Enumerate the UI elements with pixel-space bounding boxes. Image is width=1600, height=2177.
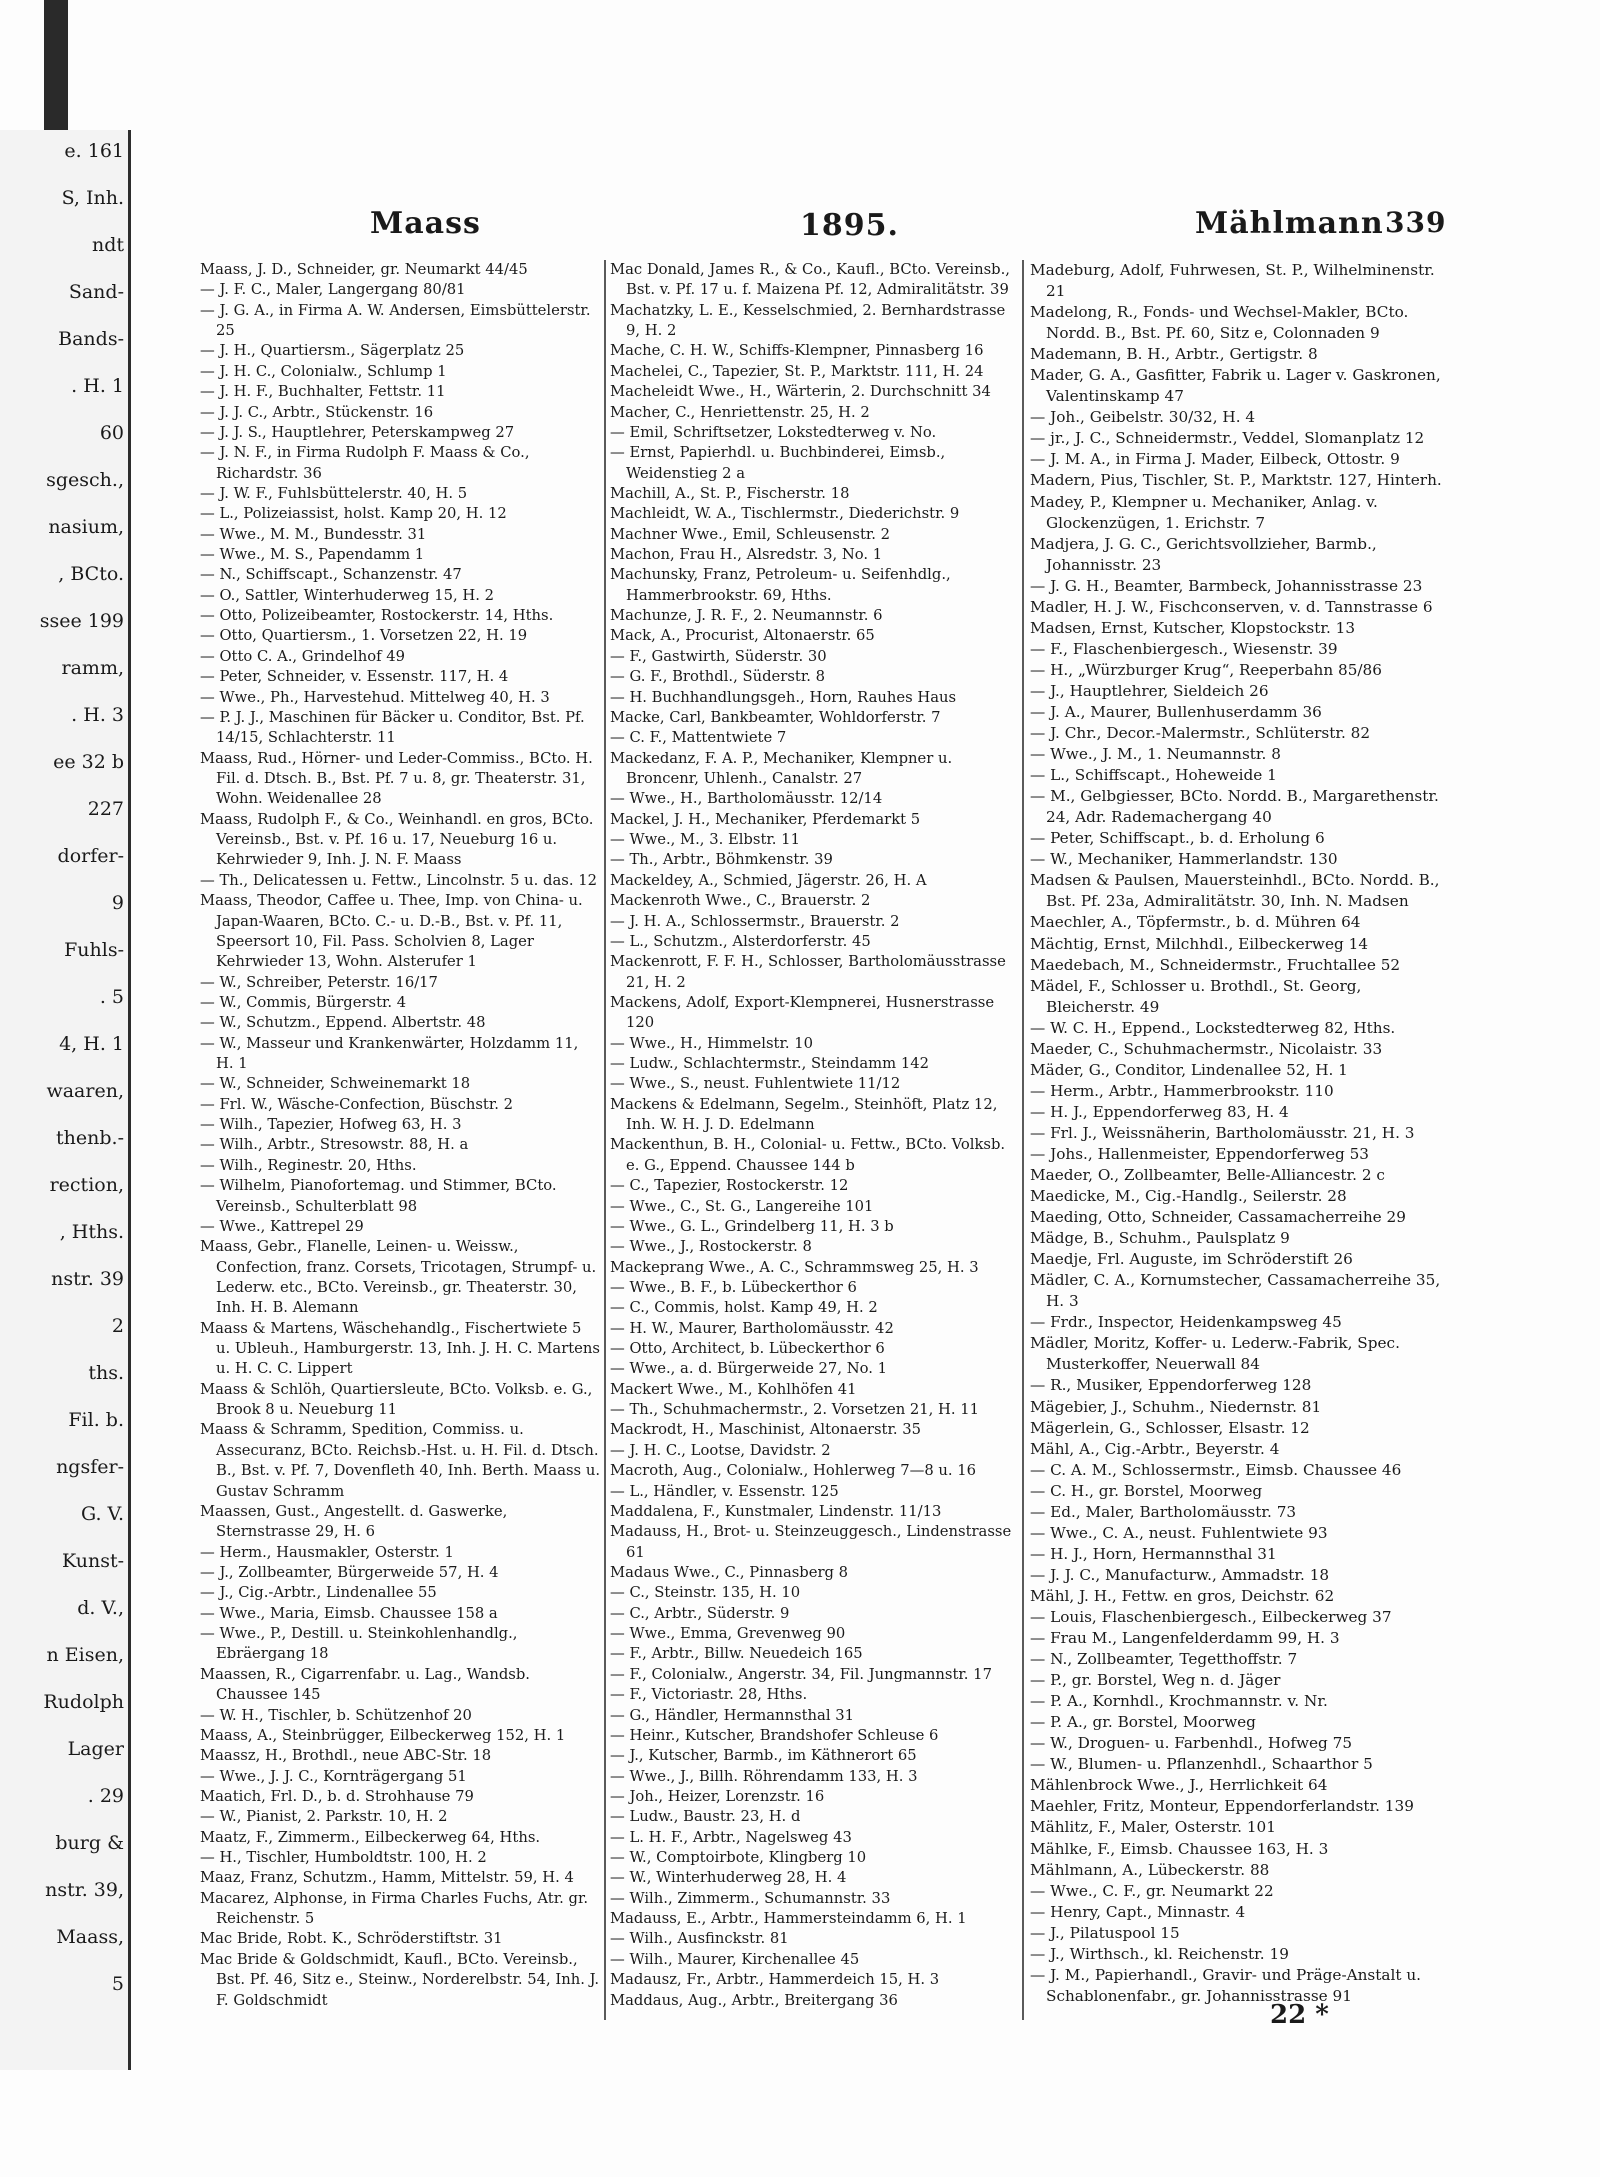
directory-entry: — J., Cig.-Arbtr., Lindenallee 55 (200, 1584, 437, 1602)
directory-entry: — J. M. A., in Firma J. Mader, Eilbeck, Ottostr. 9 (1030, 450, 1400, 469)
directory-entry: Mählitz, F., Maler, Osterstr. 101 (1030, 1818, 1276, 1837)
directory-entry: — L. H. F., Arbtr., Nagelsweg 43 (610, 1828, 852, 1846)
directory-entry: Maassz, H., Brothdl., neue ABC-Str. 18 (200, 1747, 492, 1765)
directory-entry: Mäder, G., Conditor, Lindenallee 52, H. 1 (1030, 1060, 1348, 1079)
directory-entry: Maass, Gebr., Flanelle, Leinen- u. Weissw., Confection, franz. Corsets, Tricotagen, Strumpf- u. Lederw. etc., BCto. Vereinsb., gr. Theaterstr. 30, Inh. H. B. Alemann (200, 1238, 597, 1317)
directory-entry: Maeder, O., Zollbeamter, Belle-Alliancestr. 2 c (1030, 1166, 1385, 1185)
directory-entry: — C. H., gr. Borstel, Moorweg (1030, 1481, 1263, 1500)
adjacent-page-fragment: Fuhls- (64, 939, 124, 961)
directory-entry: — O., Sattler, Winterhuderweg 15, H. 2 (200, 586, 495, 604)
directory-entry: Maatich, Frl. D., b. d. Strohhause 79 (200, 1787, 474, 1805)
directory-entry: — Wwe., B. F., b. Lübeckerthor 6 (610, 1278, 857, 1296)
signature-mark: 22 * (1270, 2000, 1329, 2030)
adjacent-page-fragment: dorfer- (57, 845, 124, 867)
directory-entry: Mählenbrock Wwe., J., Herrlichkeit 64 (1030, 1776, 1328, 1795)
adjacent-page-fragment: Sand- (68, 281, 124, 303)
directory-entry: — Wwe., M. S., Papendamm 1 (200, 546, 425, 564)
adjacent-page-fragment: rection, (49, 1174, 124, 1196)
directory-entry: — W., Blumen- u. Pflanzenhdl., Schaarthor 5 (1030, 1755, 1373, 1774)
adjacent-page-fragment: Bands- (58, 328, 124, 350)
directory-entry: — H. W., Maurer, Bartholomäusstr. 42 (610, 1319, 894, 1337)
directory-entry: Madey, P., Klempner u. Mechaniker, Anlag. v. Glockenzügen, 1. Erichstr. 7 (1030, 492, 1378, 532)
directory-entry: Machill, A., St. P., Fischerstr. 18 (610, 484, 850, 502)
directory-entry: Maassen, Gust., Angestellt. d. Gaswerke, Sternstrasse 29, H. 6 (200, 1502, 508, 1541)
directory-entry: Mächtig, Ernst, Milchhdl., Eilbeckerweg 14 (1030, 934, 1369, 953)
directory-entry: Machunsky, Franz, Petroleum- u. Seifenhdlg., Hammerbrookstr. 69, Hths. (610, 566, 951, 604)
directory-entry: Maechler, A., Töpfermstr., b. d. Mühren 64 (1030, 913, 1361, 932)
directory-entry: — Wwe., a. d. Bürgerweide 27, No. 1 (610, 1360, 887, 1378)
directory-entry: Machelei, C., Tapezier, St. P., Marktstr. 111, H. 24 (610, 362, 984, 380)
directory-entry: — N., Schiffscapt., Schanzenstr. 47 (200, 566, 462, 584)
column-3 (1030, 260, 1455, 2040)
directory-entry: Mähl, J. H., Fettw. en gros, Deichstr. 62 (1030, 1586, 1335, 1605)
directory-entry: — Otto, Quartiersm., 1. Vorsetzen 22, H. 19 (200, 627, 528, 645)
directory-entry: — W., Winterhuderweg 28, H. 4 (610, 1869, 847, 1887)
directory-entry: — R., Musiker, Eppendorferweg 128 (1030, 1376, 1312, 1395)
directory-entry: — Wwe., C. A., neust. Fuhlentwiete 93 (1030, 1523, 1328, 1542)
directory-entry: — F., Flaschenbiergesch., Wiesenstr. 39 (1030, 639, 1338, 658)
directory-entry: Macke, Carl, Bankbeamter, Wohldorferstr. 7 (610, 708, 941, 726)
directory-entry: — J. J. C., Arbtr., Stückenstr. 16 (200, 403, 434, 421)
directory-entry: — Joh., Heizer, Lorenzstr. 16 (610, 1787, 825, 1805)
adjacent-page-fragment: sgesch., (46, 469, 124, 491)
adjacent-page-fragment: 2 (111, 1315, 124, 1337)
directory-entry: — J., Zollbeamter, Bürgerweide 57, H. 4 (200, 1564, 499, 1581)
directory-entry: — W., Droguen- u. Farbenhdl., Hofweg 75 (1030, 1734, 1353, 1753)
directory-entry: Mackeldey, A., Schmied, Jägerstr. 26, H. A (610, 871, 927, 889)
directory-entry: Maedje, Frl. Auguste, im Schröderstift 26 (1030, 1250, 1353, 1269)
directory-entry: Madelong, R., Fonds- und Wechsel-Makler, BCto. Nordd. B., Bst. Pf. 60, Sitz e, Colonnaden 9 (1030, 303, 1409, 343)
directory-entry: Mademann, B. H., Arbtr., Gertigstr. 8 (1030, 345, 1318, 364)
directory-entry: — J., Pilatuspool 15 (1030, 1923, 1180, 1942)
directory-entry: — G. F., Brothdl., Süderstr. 8 (610, 668, 826, 686)
directory-entry: — Wwe., Ph., Harvestehud. Mittelweg 40, H. 3 (200, 688, 550, 706)
directory-entry: Machner Wwe., Emil, Schleusenstr. 2 (610, 525, 891, 543)
directory-entry: — Frdr., Inspector, Heidenkampsweg 45 (1030, 1313, 1342, 1332)
directory-entry: Mackert Wwe., M., Kohlhöfen 41 (610, 1380, 857, 1398)
directory-entry: Mädge, B., Schuhm., Paulsplatz 9 (1030, 1229, 1290, 1248)
directory-entry: Mackedanz, F. A. P., Mechaniker, Klempner u. Broncenr, Uhlenh., Canalstr. 27 (610, 749, 953, 787)
directory-entry: Mägerlein, G., Schlosser, Elsastr. 12 (1030, 1418, 1310, 1437)
adjacent-page-fragment: Rudolph (43, 1691, 124, 1713)
directory-entry: — Wwe., J. M., 1. Neumannstr. 8 (1030, 745, 1281, 764)
directory-entry: Macroth, Aug., Colonialw., Hohlerweg 7—8 u. 16 (610, 1462, 977, 1480)
directory-entry: — Joh., Geibelstr. 30/32, H. 4 (1030, 408, 1256, 427)
directory-entry: — Frl. J., Weissnäherin, Bartholomäusstr. 21, H. 3 (1030, 1123, 1415, 1142)
directory-entry: — C., Tapezier, Rostockerstr. 12 (610, 1177, 849, 1195)
directory-entry: Mackeprang Wwe., A. C., Schrammsweg 25, H. 3 (610, 1258, 979, 1276)
directory-entry: — Henry, Capt., Minnastr. 4 (1030, 1902, 1246, 1921)
directory-entry: — H., Tischler, Humboldtstr. 100, H. 2 (200, 1849, 487, 1867)
directory-entry: — Wilh., Maurer, Kirchenallee 45 (610, 1950, 860, 1968)
directory-entry: — Peter, Schneider, v. Essenstr. 117, H. 4 (200, 668, 509, 686)
directory-entry: Machon, Frau H., Alsredstr. 3, No. 1 (610, 546, 883, 564)
directory-entry: — Wwe., Kattrepel 29 (200, 1217, 364, 1235)
directory-entry: — J. H. C., Lootse, Davidstr. 2 (610, 1441, 831, 1459)
directory-entry: — J. W. F., Fuhlsbüttelerstr. 40, H. 5 (200, 484, 468, 502)
directory-entry: — C., Commis, holst. Kamp 49, H. 2 (610, 1299, 878, 1317)
adjacent-page-fragment: ramm, (61, 657, 124, 679)
directory-entry: — Th., Arbtr., Böhmkenstr. 39 (610, 851, 833, 869)
directory-entry: — Louis, Flaschenbiergesch., Eilbeckerweg 37 (1030, 1608, 1392, 1626)
directory-entry: — Wwe., J., Billh. Röhrendamm 133, H. 3 (610, 1767, 918, 1785)
adjacent-page-fragment: . 5 (99, 986, 124, 1008)
directory-entry: — P. J. J., Maschinen für Bäcker u. Conditor, Bst. Pf. 14/15, Schlachterstr. 11 (200, 708, 585, 747)
column-2 (610, 260, 1015, 2040)
directory-entry: — J. H. C., Colonialw., Schlump 1 (200, 362, 447, 380)
directory-entry: — W., Mechaniker, Hammerlandstr. 130 (1030, 850, 1338, 869)
directory-entry: — J. Chr., Decor.-Malermstr., Schlüterstr. 82 (1030, 724, 1371, 743)
directory-entry: Maddalena, F., Kunstmaler, Lindenstr. 11/13 (610, 1502, 942, 1520)
directory-entry: — J., Wirthsch., kl. Reichenstr. 19 (1030, 1944, 1289, 1963)
directory-entry: — Wwe., G. L., Grindelberg 11, H. 3 b (610, 1217, 894, 1235)
directory-entry: Machleidt, W. A., Tischlermstr., Diederichstr. 9 (610, 505, 960, 523)
directory-entry: — Wwe., S., neust. Fuhlentwiete 11/12 (610, 1075, 901, 1093)
header-first-name: Maass (370, 206, 481, 241)
directory-page (140, 120, 1570, 2100)
directory-entry: Mählmann, A., Lübeckerstr. 88 (1030, 1860, 1270, 1879)
directory-entry: Maass & Schramm, Spedition, Commiss. u. Assecuranz, BCto. Reichsb.-Hst. u. H. Fil. d. Dtsch. B., Bst. v. Pf. 7, Dovenfleth 40, Inh. Berth. Maass u. Gustav Schramm (200, 1421, 600, 1500)
adjacent-page-fragment: burg & (55, 1832, 124, 1854)
directory-entry: Maddaus, Aug., Arbtr., Breitergang 36 (610, 1991, 898, 2009)
directory-entry: — J. H., Quartiersm., Sägerplatz 25 (200, 342, 465, 360)
directory-entry: — J. H. F., Buchhalter, Fettstr. 11 (200, 383, 446, 401)
directory-entry: — Th., Delicatessen u. Fettw., Lincolnstr. 5 u. das. 12 (200, 871, 598, 889)
header-last-name: Mählmann (1195, 206, 1384, 241)
directory-entry: Mac Bride & Goldschmidt, Kaufl., BCto. Vereinsb., Bst. Pf. 46, Sitz e., Steinw., Norderelbstr. 54, Inh. J. F. Goldschmidt (200, 1950, 600, 2009)
directory-entry: Maeder, C., Schuhmachermstr., Nicolaistr. 33 (1030, 1039, 1383, 1058)
adjacent-page-fragment: ths. (88, 1362, 124, 1384)
directory-entry: Madern, Pius, Tischler, St. P., Marktstr. 127, Hinterh. (1030, 471, 1442, 490)
adjacent-page-fragment: Lager (67, 1738, 124, 1760)
directory-entry: Madsen & Paulsen, Mauersteinhdl., BCto. Nordd. B., Bst. Pf. 23a, Admiralitätstr. 30, Inh. N. Madsen (1030, 871, 1440, 911)
directory-entry: — J. J. C., Manufacturw., Ammadstr. 18 (1030, 1565, 1330, 1584)
directory-entry: — F., Gastwirth, Süderstr. 30 (610, 647, 827, 665)
directory-entry: — Herm., Hausmakler, Osterstr. 1 (200, 1543, 454, 1561)
adjacent-page-fragment: G. V. (80, 1503, 124, 1525)
adjacent-page-fragment: . H. 1 (71, 375, 124, 397)
adjacent-page-fragment: S, Inh. (61, 187, 124, 209)
adjacent-page-fragment: Kunst- (61, 1550, 124, 1572)
adjacent-page-fragment: 9 (111, 892, 124, 914)
adjacent-page-fragment: , Hths. (59, 1221, 124, 1243)
directory-entry: — J. M., Papierhandl., Gravir- und Präge-Anstalt u. Schablonenfabr., gr. Johannisstrasse 91 (1030, 1965, 1422, 2005)
directory-entry: — Wwe., Maria, Eimsb. Chaussee 158 a (200, 1604, 498, 1622)
directory-entry: — H., „Würzburger Krug“, Reeperbahn 85/86 (1030, 660, 1382, 679)
adjacent-page-fragment: 60 (99, 422, 124, 444)
adjacent-page-fragment: nstr. 39 (51, 1268, 124, 1290)
directory-entry: — W. H., Tischler, b. Schützenhof 20 (200, 1706, 472, 1724)
directory-entry: Mägebier, J., Schuhm., Niedernstr. 81 (1030, 1397, 1322, 1416)
directory-entry: — Wilh., Arbtr., Stresowstr. 88, H. a (200, 1136, 469, 1154)
directory-entry: — Ed., Maler, Bartholomäusstr. 73 (1030, 1502, 1297, 1521)
column-divider (1022, 260, 1024, 2020)
directory-entry: — J. F. C., Maler, Langergang 80/81 (200, 281, 466, 299)
directory-entry: Mackenroth Wwe., C., Brauerstr. 2 (610, 892, 871, 910)
adjacent-page-fragment: , BCto. (58, 563, 124, 585)
directory-entry: Madeburg, Adolf, Fuhrwesen, St. P., Wilhelminenstr. 21 (1030, 261, 1435, 301)
directory-entry: — G., Händler, Hermannsthal 31 (610, 1706, 855, 1724)
column-1 (200, 260, 600, 2040)
directory-entry: — J. G. A., in Firma A. W. Andersen, Eimsbüttelerstr. 25 (200, 301, 591, 340)
directory-entry: Mädler, C. A., Kornumstecher, Cassamacherreihe 35, H. 3 (1030, 1271, 1441, 1311)
directory-entry: — W., Masseur und Krankenwärter, Holzdamm 11, H. 1 (200, 1034, 579, 1073)
adjacent-page-fragment: nstr. 39, (45, 1879, 124, 1901)
directory-entry: — Frau M., Langenfelderdamm 99, H. 3 (1030, 1629, 1340, 1648)
directory-entry: — Heinr., Kutscher, Brandshofer Schleuse 6 (610, 1726, 939, 1744)
directory-entry: — W., Pianist, 2. Parkstr. 10, H. 2 (200, 1808, 448, 1826)
directory-entry: Mähl, A., Cig.-Arbtr., Beyerstr. 4 (1030, 1439, 1280, 1458)
directory-entry: Machunze, J. R. F., 2. Neumannstr. 6 (610, 607, 883, 625)
column-divider (604, 260, 606, 2020)
directory-entry: Maeding, Otto, Schneider, Cassamacherreihe 29 (1030, 1208, 1406, 1227)
directory-entry: — P. A., Kornhdl., Krochmannstr. v. Nr. (1030, 1692, 1328, 1711)
directory-entry: — J. G. H., Beamter, Barmbeck, Johannisstrasse 23 (1030, 576, 1423, 595)
directory-entry: — C. A. M., Schlossermstr., Eimsb. Chaussee 46 (1030, 1460, 1402, 1479)
directory-entry: — Wilhelm, Pianofortemag. und Stimmer, BCto. Vereinsb., Schulterblatt 98 (200, 1177, 557, 1215)
directory-entry: — H. J., Eppendorferweg 83, H. 4 (1030, 1102, 1289, 1121)
directory-entry: Mack, A., Procurist, Altonaerstr. 65 (610, 627, 875, 645)
directory-entry: — J., Hauptlehrer, Sieldeich 26 (1030, 681, 1269, 700)
directory-entry: — F., Colonialw., Angerstr. 34, Fil. Jungmannstr. 17 (610, 1665, 992, 1683)
directory-entry: Mackrodt, H., Maschinist, Altonaerstr. 35 (610, 1421, 922, 1439)
adjacent-page-fragment: ngsfer- (56, 1456, 124, 1478)
directory-entry: — Wwe., J., Rostockerstr. 8 (610, 1238, 812, 1256)
directory-entry: — J. N. F., in Firma Rudolph F. Maass & Co., Richardstr. 36 (200, 444, 530, 482)
adjacent-page-fragment: Fil. b. (68, 1409, 124, 1431)
adjacent-page-edge (0, 130, 131, 2070)
adjacent-page-fragment: n Eisen, (46, 1644, 124, 1666)
directory-entry: Maaz, Franz, Schutzm., Hamm, Mittelstr. 59, H. 4 (200, 1869, 574, 1887)
directory-entry: — L., Händler, v. Essenstr. 125 (610, 1482, 839, 1500)
directory-entry: — F., Arbtr., Billw. Neuedeich 165 (610, 1645, 863, 1663)
directory-entry: — Ludw., Baustr. 23, H. d (610, 1808, 801, 1826)
adjacent-page-fragment: waaren, (46, 1080, 124, 1102)
directory-entry: Madauss, H., Brot- u. Steinzeuggesch., Lindenstrasse 61 (610, 1523, 1012, 1561)
directory-entry: — F., Victoriastr. 28, Hths. (610, 1686, 808, 1704)
directory-entry: Macher, C., Henriettenstr. 25, H. 2 (610, 403, 870, 421)
adjacent-page-fragment: d. V., (77, 1597, 124, 1619)
directory-entry: — Ernst, Papierhdl. u. Buchbinderei, Eimsb., Weidenstieg 2 a (610, 444, 946, 482)
adjacent-page-fragment: Maass, (56, 1926, 124, 1948)
directory-entry: — W. C. H., Eppend., Lockstedterweg 82, Hths. (1030, 1018, 1396, 1037)
directory-entry: Mackenthun, B. H., Colonial- u. Fettw., BCto. Volksb. e. G., Eppend. Chaussee 144 b (610, 1136, 1006, 1174)
directory-entry: — P. A., gr. Borstel, Moorweg (1030, 1713, 1256, 1732)
directory-entry: — W., Schneider, Schweinemarkt 18 (200, 1075, 471, 1093)
directory-entry: — Wwe., P., Destill. u. Steinkohlenhandlg., Ebräergang 18 (200, 1625, 518, 1663)
directory-entry: — L., Schiffscapt., Hoheweide 1 (1030, 766, 1277, 785)
directory-entry: — W., Schutzm., Eppend. Albertstr. 48 (200, 1014, 486, 1032)
directory-entry: — W., Commis, Bürgerstr. 4 (200, 993, 407, 1011)
directory-entry: — N., Zollbeamter, Tegetthoffstr. 7 (1030, 1650, 1298, 1669)
directory-entry: Mader, G. A., Gasfitter, Fabrik u. Lager v. Gaskronen, Valentinskamp 47 (1030, 366, 1441, 406)
directory-entry: — Th., Schuhmachermstr., 2. Vorsetzen 21, H. 11 (610, 1401, 980, 1419)
directory-entry: Mackel, J. H., Mechaniker, Pferdemarkt 5 (610, 810, 921, 828)
directory-entry: Macheleidt Wwe., H., Wärterin, 2. Durchschnitt 34 (610, 383, 991, 401)
directory-entry: — Wwe., H., Himmelstr. 10 (610, 1034, 814, 1052)
adjacent-page-fragment: 4, H. 1 (59, 1033, 124, 1055)
directory-entry: — Wwe., Emma, Grevenweg 90 (610, 1625, 846, 1643)
directory-entry: — Otto, Architect, b. Lübeckerthor 6 (610, 1340, 885, 1358)
directory-entry: — Wwe., M., 3. Elbstr. 11 (610, 831, 800, 849)
directory-entry: Maedebach, M., Schneidermstr., Fruchtallee 52 (1030, 955, 1401, 974)
header-year: 1895. (800, 208, 899, 243)
directory-entry: — Wilh., Tapezier, Hofweg 63, H. 3 (200, 1116, 462, 1134)
directory-entry: — C., Arbtr., Süderstr. 9 (610, 1604, 790, 1622)
directory-entry: Maass, A., Steinbrügger, Eilbeckerweg 152, H. 1 (200, 1726, 566, 1744)
directory-entry: Mackenrott, F. F. H., Schlosser, Bartholomäusstrasse 21, H. 2 (610, 953, 1006, 991)
adjacent-page-fragment: . 29 (87, 1785, 124, 1807)
adjacent-page-fragment: nasium, (48, 516, 124, 538)
adjacent-page-fragment: 227 (87, 798, 124, 820)
directory-entry: — Ludw., Schlachtermstr., Steindamm 142 (610, 1055, 929, 1073)
directory-entry: — M., Gelbgiesser, BCto. Nordd. B., Margarethenstr. 24, Adr. Rademachergang 40 (1030, 787, 1439, 827)
running-header (140, 200, 1570, 250)
directory-entry: — J., Kutscher, Barmb., im Käthnerort 65 (610, 1747, 917, 1765)
directory-entry: — Peter, Schiffscapt., b. d. Erholung 6 (1030, 829, 1325, 848)
directory-entry: Maass & Martens, Wäschehandlg., Fischertwiete 5 u. Ubleuh., Hamburgerstr. 13, Inh. J. H. C. Martens u. H. C. C. Lippert (200, 1319, 600, 1378)
directory-entry: — Johs., Hallenmeister, Eppendorferweg 53 (1030, 1144, 1370, 1163)
directory-entry: Mache, C. H. W., Schiffs-Klempner, Pinnasberg 16 (610, 342, 984, 360)
directory-entry: — L., Polizeiassist, holst. Kamp 20, H. 12 (200, 505, 507, 523)
directory-entry: Madauss, E., Arbtr., Hammersteindamm 6, H. 1 (610, 1910, 967, 1928)
directory-entry: Maassen, R., Cigarrenfabr. u. Lag., Wandsb. Chaussee 145 (200, 1665, 530, 1704)
directory-entry: — Otto, Polizeibeamter, Rostockerstr. 14, Hths. (200, 607, 554, 625)
directory-entry: — Frl. W., Wäsche-Confection, Büschstr. 2 (200, 1095, 514, 1113)
directory-entry: Mac Donald, James R., & Co., Kaufl., BCto. Vereinsb., Bst. v. Pf. 17 u. f. Maizena Pf. 12, Admiralitätstr. 39 (610, 261, 1010, 299)
adjacent-page-fragment: ee 32 b (53, 751, 124, 773)
directory-entry: — Wilh., Ausfinckstr. 81 (610, 1930, 789, 1948)
directory-entry: Machatzky, L. E., Kesselschmied, 2. Bernhardstrasse 9, H. 2 (610, 301, 1006, 340)
directory-entry: — W., Schreiber, Peterstr. 16/17 (200, 973, 438, 991)
directory-entry: — Wwe., C. F., gr. Neumarkt 22 (1030, 1881, 1274, 1900)
directory-entry: Madaus Wwe., C., Pinnasberg 8 (610, 1564, 849, 1581)
directory-entry: — W., Comptoirbote, Klingberg 10 (610, 1849, 867, 1867)
directory-entry: — C. F., Mattentwiete 7 (610, 729, 787, 747)
adjacent-page-fragment: . H. 3 (71, 704, 124, 726)
directory-entry: Maedicke, M., Cig.-Handlg., Seilerstr. 28 (1030, 1187, 1347, 1206)
directory-entry: — Wwe., M. M., Bundesstr. 31 (200, 525, 427, 543)
directory-entry: Mackens & Edelmann, Segelm., Steinhöft, Platz 12, Inh. W. H. J. D. Edelmann (610, 1095, 998, 1134)
directory-entry: — Wilh., Zimmerm., Schumannstr. 33 (610, 1889, 891, 1907)
adjacent-page-fragment: ssee 199 (39, 610, 124, 632)
directory-entry: Maass, Theodor, Caffee u. Thee, Imp. von China- u. Japan-Waaren, BCto. C.- u. D.-B., Bst. v. Pf. 11, Speersort 10, Fil. Pass. Scholvien 8, Lager Kehrwieder 13, Wohn. Alsterufer 1 (200, 892, 583, 971)
directory-entry: Mählke, F., Eimsb. Chaussee 163, H. 3 (1030, 1839, 1329, 1858)
adjacent-page-fragment: ndt (91, 234, 124, 256)
directory-entry: Madsen, Ernst, Kutscher, Klopstockstr. 13 (1030, 618, 1356, 637)
directory-entry: — H. J., Horn, Hermannsthal 31 (1030, 1544, 1277, 1563)
directory-entry: Madler, H. J. W., Fischconserven, v. d. Tannstrasse 6 (1030, 597, 1433, 616)
directory-entry: Maass, Rudolph F., & Co., Weinhandl. en gros, BCto. Vereinsb., Bst. v. Pf. 16 u. 17, Neueburg 16 u. Kehrwieder 9, Inh. J. N. F. Maass (200, 810, 594, 869)
directory-entry: — Emil, Schriftsetzer, Lokstedterweg v. No. (610, 423, 937, 441)
directory-entry: — J. J. S., Hauptlehrer, Peterskampweg 27 (200, 423, 515, 441)
page-number: 339 (1385, 206, 1447, 239)
adjacent-page-fragment: thenb.- (56, 1127, 124, 1149)
directory-entry: — jr., J. C., Schneidermstr., Veddel, Slomanplatz 12 (1030, 429, 1425, 448)
directory-entry: — Wwe., J. J. C., Kornträgergang 51 (200, 1767, 467, 1785)
directory-entry: — P., gr. Borstel, Weg n. d. Jäger (1030, 1671, 1281, 1690)
directory-entry: Madjera, J. G. C., Gerichtsvollzieher, Barmb., Johannisstr. 23 (1030, 534, 1377, 574)
directory-entry: — Otto C. A., Grindelhof 49 (200, 647, 406, 665)
directory-entry: — L., Schutzm., Alsterdorferstr. 45 (610, 932, 871, 950)
directory-entry: Maass, J. D., Schneider, gr. Neumarkt 44/45 (200, 261, 528, 278)
directory-entry: Maehler, Fritz, Monteur, Eppendorferlandstr. 139 (1030, 1797, 1414, 1816)
directory-entry: Maass, Rud., Hörner- und Leder-Commiss., BCto. H. Fil. d. Dtsch. B., Bst. Pf. 7 u. 8, gr. Theaterstr. 31, Wohn. Weidenallee 28 (200, 749, 593, 808)
directory-entry: Maatz, F., Zimmerm., Eilbeckerweg 64, Hths. (200, 1828, 541, 1846)
directory-entry: — Herm., Arbtr., Hammerbrookstr. 110 (1030, 1081, 1334, 1100)
directory-entry: Mac Bride, Robt. K., Schröderstiftstr. 31 (200, 1930, 503, 1948)
directory-entry: Mädler, Moritz, Koffer- u. Lederw.-Fabrik, Spec. Musterkoffer, Neuerwall 84 (1030, 1334, 1400, 1374)
directory-entry: — J. A., Maurer, Bullenhuserdamm 36 (1030, 702, 1322, 721)
directory-entry: — J. H. A., Schlossermstr., Brauerstr. 2 (610, 912, 900, 930)
directory-entry: Mädel, F., Schlosser u. Brothdl., St. Georg, Bleicherstr. 49 (1030, 976, 1362, 1016)
directory-entry: — H. Buchhandlungsgeh., Horn, Rauhes Haus (610, 688, 957, 706)
directory-entry: — Wwe., C., St. G., Langereihe 101 (610, 1197, 874, 1215)
directory-entry: — C., Steinstr. 135, H. 10 (610, 1584, 801, 1602)
directory-entry: — Wilh., Reginestr. 20, Hths. (200, 1156, 417, 1174)
directory-entry: Mackens, Adolf, Export-Klempnerei, Husnerstrasse 120 (610, 993, 995, 1032)
adjacent-page-fragment: 5 (111, 1973, 124, 1995)
adjacent-page-fragment: e. 161 (64, 140, 124, 162)
directory-entry: — Wwe., H., Bartholomäusstr. 12/14 (610, 790, 883, 808)
directory-entry: Madausz, Fr., Arbtr., Hammerdeich 15, H. 3 (610, 1971, 940, 1989)
directory-entry: Macarez, Alphonse, in Firma Charles Fuchs, Atr. gr. Reichenstr. 5 (200, 1889, 589, 1928)
directory-entry: Maass & Schlöh, Quartiersleute, BCto. Volksb. e. G., Brook 8 u. Neueburg 11 (200, 1380, 593, 1419)
